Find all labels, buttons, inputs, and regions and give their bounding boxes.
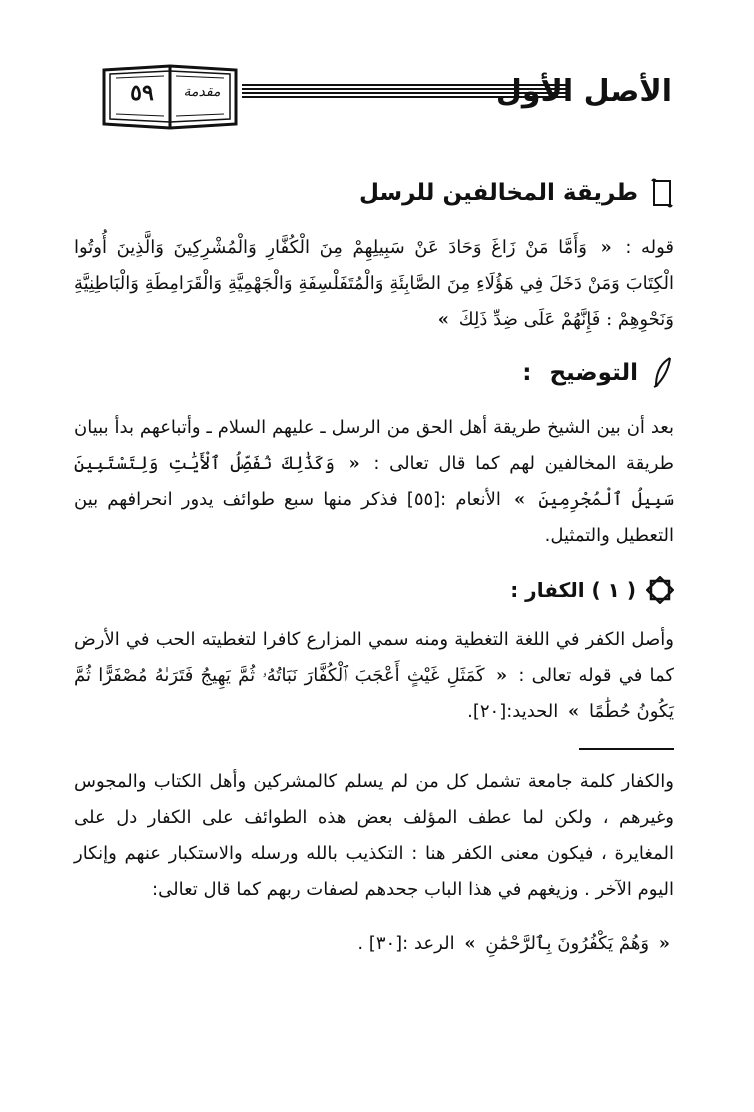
open-book-icon xyxy=(100,62,240,130)
ayah2-close-mark: » xyxy=(568,701,580,722)
quill-icon xyxy=(650,356,674,390)
section-title: طريقة المخالفين للرسل xyxy=(358,180,638,206)
kufr-paragraph xyxy=(74,622,674,730)
rahman-ayah: وَهُمْ يَكْفُرُونَ بِٱلرَّحْمَٰنِ xyxy=(485,933,650,954)
rahman-ayah-line xyxy=(74,926,674,962)
ayah2-open-mark: « xyxy=(495,665,508,686)
tawdih-text: بعد أن بين الشيخ طريقة أهل الحق من الرسل ـ عليهم السلام ـ وأتباعهم بدأ ببيان طريقة المخالفين لهم كما قال تعالى : xyxy=(74,417,674,474)
kuffar-paragraph xyxy=(74,764,674,908)
tawdih-paragraph xyxy=(74,410,674,554)
ayah-open-mark: « xyxy=(348,453,360,474)
header-title: الأصل الأول xyxy=(495,74,672,109)
section-heading xyxy=(74,176,674,210)
kufr-ayah: كَمَثَلِ غَيْثٍ أَعْجَبَ ٱلْكُفَّارَ نَبَاتُهُۥ ثُمَّ يَهِيجُ فَتَرَىٰهُ مُصْفَرًّا ثُمَّ يَكُونُ حُطَٰمًا xyxy=(74,665,674,722)
rahman-ayah-ref: الرعد :[٣٠] . xyxy=(357,933,455,954)
ayah-close-mark: » xyxy=(514,489,526,510)
book-label: مقدمة xyxy=(183,84,221,100)
quote-intro: قوله : xyxy=(625,237,674,258)
star-frame-icon xyxy=(646,576,674,604)
quote-text: وَأَمَّا مَنْ زَاغَ وَحَادَ عَنْ سَبِيلِهِمْ مِنَ الْكُفَّارِ وَالْمُشْرِكِينَ وَالَّذِينَ أُوتُوا الْكِتَابَ وَمَنْ دَخَلَ فِي هَؤُلَاءِ مِنَ الصَّابِئَةِ وَالْمُتَفَلْسِفَةِ وَالْجَهْمِيَّةِ وَالْقَرَامِطَةِ وَالْبَاطِنِيَّةِ وَنَحْوِهِمْ : فَإِنَّهُمْ عَلَى ضِدِّ ذَلِكَ xyxy=(74,237,674,330)
kuffar-text: والكفار كلمة جامعة تشمل كل من لم يسلم كالمشركين وأهل الكتاب والمجوس وغيرهم ، ولكن لما عطف المؤلف بعض هذه الطوائف على الكفار دل على المغايرة ، فيكون معنى الكفر هنا : التكذيب بالله ورسله والاستكبار عنهم وإنكار اليوم الآخر . وزيغهم في هذا الباب جحدهم لصفات ربهم كما قال تعالى: xyxy=(74,771,674,900)
tawdih-ayah: وَكَذَٰلِكَ نُفَصِّلُ ٱلْأَيَٰتِ وَلِتَسْتَبِينَ سَبِيلُ ٱلْمُجْرِمِينَ xyxy=(74,453,675,510)
ayah3-open-mark: « xyxy=(658,933,670,954)
subsection-title: ( ١ ) الكفار : xyxy=(510,578,636,602)
page-header xyxy=(100,62,680,134)
paragraph-divider xyxy=(579,748,674,750)
tawdih-colon: : xyxy=(522,360,532,386)
page-number: ٥٩ xyxy=(130,80,154,106)
main-content xyxy=(74,170,674,980)
ayah3-close-mark: » xyxy=(464,933,476,954)
tawdih-text-after: فذكر منها سبع طوائف يدور انحرافهم بين التعطيل والتمثيل. xyxy=(74,489,674,546)
tawdih-heading xyxy=(74,356,674,390)
kufr-ayah-ref: الحديد:[٢٠]. xyxy=(467,701,559,722)
tawdih-title: التوضيح xyxy=(549,360,638,386)
scroll-icon xyxy=(650,178,674,208)
quote-open-mark: « xyxy=(600,237,612,258)
tawdih-ayah-ref: الأنعام :[٥٥] xyxy=(406,489,501,510)
quote-close-mark: » xyxy=(437,309,450,330)
subsection-heading xyxy=(74,572,674,608)
kufr-text: وأصل الكفر في اللغة التغطية ومنه سمي المزارع كافرا لتغطيته الحب في الأرض كما في قوله تعالى : xyxy=(74,629,674,686)
quote-paragraph xyxy=(74,230,674,338)
